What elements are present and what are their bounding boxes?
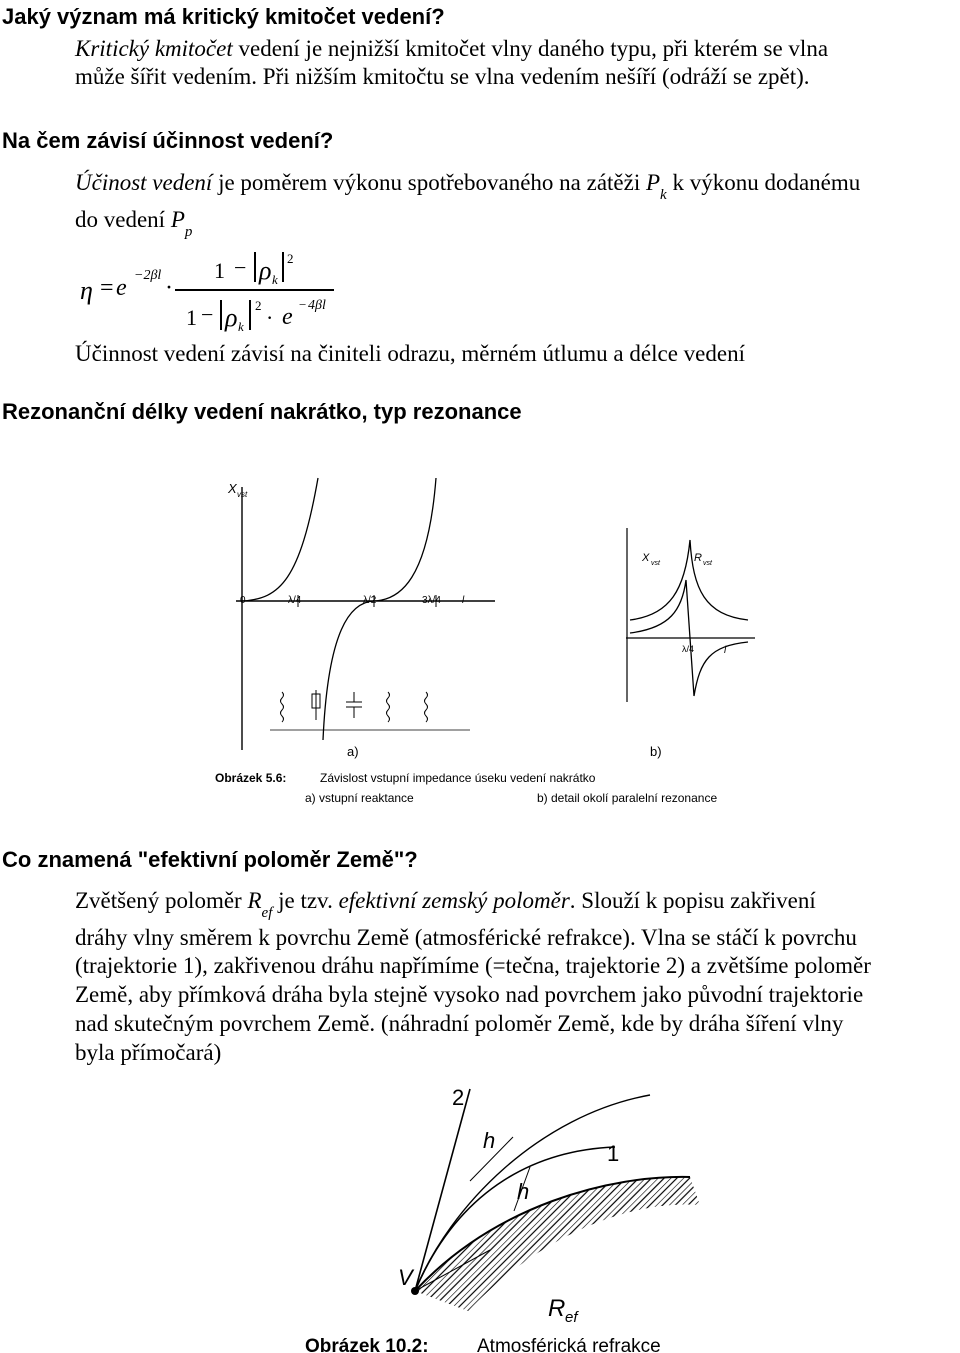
figure-input-impedance	[200, 470, 760, 815]
axis-b-l: l	[724, 645, 727, 656]
tick-label-0: 0	[240, 595, 246, 606]
inductor-symbol-3	[425, 692, 428, 722]
inductor-symbol-2	[387, 692, 390, 722]
formula-den-k: k	[238, 319, 244, 334]
formula-den-exp-minus: −	[299, 297, 307, 312]
formula-num-square: 2	[287, 251, 294, 266]
formula-den-e: e	[282, 304, 293, 330]
formula-den-exponent: 4βl	[308, 298, 326, 313]
question-effective-earth-radius: Co znamená "efektivní poloměr Země"?	[2, 847, 418, 872]
axis-b-tick: λ/4	[682, 644, 695, 654]
formula-num-k: k	[272, 272, 278, 287]
axis-b-rlabel: R	[694, 552, 702, 564]
tick-label-l: l	[462, 595, 465, 606]
definition-text-end: k výkonu dodanému	[666, 170, 861, 195]
figure-5-6-caption-head: Obrázek 5.6:	[215, 771, 287, 785]
formula-den-square: 2	[255, 298, 262, 313]
earth-hatching	[415, 1177, 700, 1311]
symbol-r-ef: R	[247, 888, 262, 913]
formula-den-abs-left	[220, 300, 222, 330]
axis-a-ylabel-sub: vst	[237, 490, 248, 499]
effective-radius-line-1	[75, 888, 816, 921]
symbol-pp-subscript: p	[184, 224, 193, 240]
axis-b-xlabel-sub: vst	[651, 560, 660, 567]
label-trajectory-2: 2	[452, 1085, 465, 1110]
formula-e: e	[116, 275, 127, 301]
term-critical-frequency: Kritický kmitočet	[75, 36, 233, 61]
figure-5-6-caption-a: a) vstupní reaktance	[305, 791, 414, 805]
label-trajectory-1: 1	[607, 1141, 620, 1166]
definition-text: do vedení	[75, 207, 171, 232]
formula-exponent-1: −2βl	[134, 268, 162, 283]
formula-num-minus: −	[234, 255, 247, 280]
symbol-r-ef-subscript: ef	[261, 905, 273, 921]
tick-label-half: λ/2	[363, 595, 377, 606]
panel-b-label: b)	[650, 744, 662, 759]
formula-den-rho: ρ	[225, 303, 238, 332]
formula-eta: η	[80, 276, 93, 305]
axis-b-xlabel: X	[642, 552, 650, 564]
circuit-symbols	[281, 690, 428, 722]
effective-radius-line-3: (trajektorie 1), zakřivenou dráhu napřímíme (=tečna, trajektorie 2) a zvětšíme poloměr	[75, 953, 871, 978]
text: je tzv.	[272, 888, 339, 913]
formula-fraction-bar	[175, 289, 334, 291]
inductor-symbol-1	[281, 692, 284, 722]
effective-radius-line-6: byla přímočará)	[75, 1040, 222, 1065]
tick-label-three-quarter: 3λ/4	[422, 595, 441, 606]
effective-radius-line-2: dráhy vlny směrem k povrchu Země (atmosférické refrakce). Vlna se stáčí k povrchu	[75, 925, 857, 950]
formula-num-abs-left	[254, 252, 256, 282]
label-r-sub: ef	[565, 1309, 578, 1326]
formula-num-rho: ρ	[259, 256, 272, 285]
tick-label-quarter: λ/4	[288, 595, 302, 606]
efficiency-conclusion: Účinnost vedení závisí na činiteli odrazu, měrném útlumu a délce vedení	[75, 341, 745, 366]
figure-10-2-caption-head: Obrázek 10.2:	[305, 1336, 429, 1353]
answer-critical-frequency-line-2: může šířit vedením. Při nižším kmitočtu se vlna vedením nešíří (odráží se zpět).	[75, 64, 810, 89]
formula-den-minus: −	[201, 302, 214, 327]
term-effective-radius: efektivní zemský poloměr	[338, 888, 570, 913]
formula-num-abs-right	[282, 252, 284, 282]
panel-a-label: a)	[347, 744, 359, 759]
question-critical-frequency: Jaký význam má kritický kmitočet vedení?	[2, 4, 445, 29]
question-resonance-lengths: Rezonanční délky vedení nakrátko, typ rezonance	[2, 399, 522, 424]
symbol-pp: P	[170, 207, 185, 232]
symbol-pk-subscript: k	[660, 187, 667, 203]
figure-atmospheric-refraction	[290, 1075, 730, 1353]
curve-a-branch-1	[242, 478, 318, 601]
formula-equals: =	[100, 275, 114, 301]
figure-10-2-caption-text: Atmosférická refrakce	[477, 1336, 661, 1353]
answer-critical-frequency-line-1	[75, 36, 828, 62]
label-r: R	[548, 1295, 566, 1322]
efficiency-definition-line-2	[75, 207, 193, 240]
term-efficiency: Účinost vedení	[75, 170, 213, 195]
efficiency-definition-line-1	[75, 170, 861, 203]
formula-den-abs-right	[249, 300, 251, 330]
symbol-pk: P	[645, 170, 661, 195]
figure-5-6-caption-main: Závislost vstupní impedance úseku vedení nakrátko	[320, 771, 596, 785]
axis-a-ylabel: X	[228, 481, 237, 496]
question-line-efficiency: Na čem závisí účinnost vedení?	[2, 128, 334, 153]
formula-dot: ·	[165, 275, 173, 301]
axis-b-rlabel-sub: vst	[703, 560, 712, 567]
formula-den-one: 1	[186, 305, 197, 330]
definition-text: je poměrem výkonu spotřebovaného na zátěži	[212, 170, 646, 195]
effective-radius-line-5: nad skutečným povrchem Země. (náhradní poloměr Země, kde by dráha šíření vlny	[75, 1011, 844, 1036]
label-v: V	[398, 1265, 413, 1290]
effective-radius-line-4: Země, aby přímková dráha byla stejně vysoko nad povrchem jako původní trajektorie	[75, 982, 864, 1007]
formula-den-dot: ·	[266, 305, 274, 330]
label-h-lower: h	[517, 1179, 530, 1204]
text: Zvětšený poloměr	[75, 888, 248, 913]
formula-num-one: 1	[214, 258, 225, 283]
answer-text: vedení je nejnižší kmitočet vlny daného typu, při kterém se vlna	[232, 36, 829, 61]
curve-a-branch-2	[323, 478, 436, 740]
figure-5-6-caption-b: b) detail okolí paralelní rezonance	[537, 791, 718, 805]
label-h-upper: h	[483, 1128, 496, 1153]
text: . Slouží k popisu zakřivení	[569, 888, 816, 913]
